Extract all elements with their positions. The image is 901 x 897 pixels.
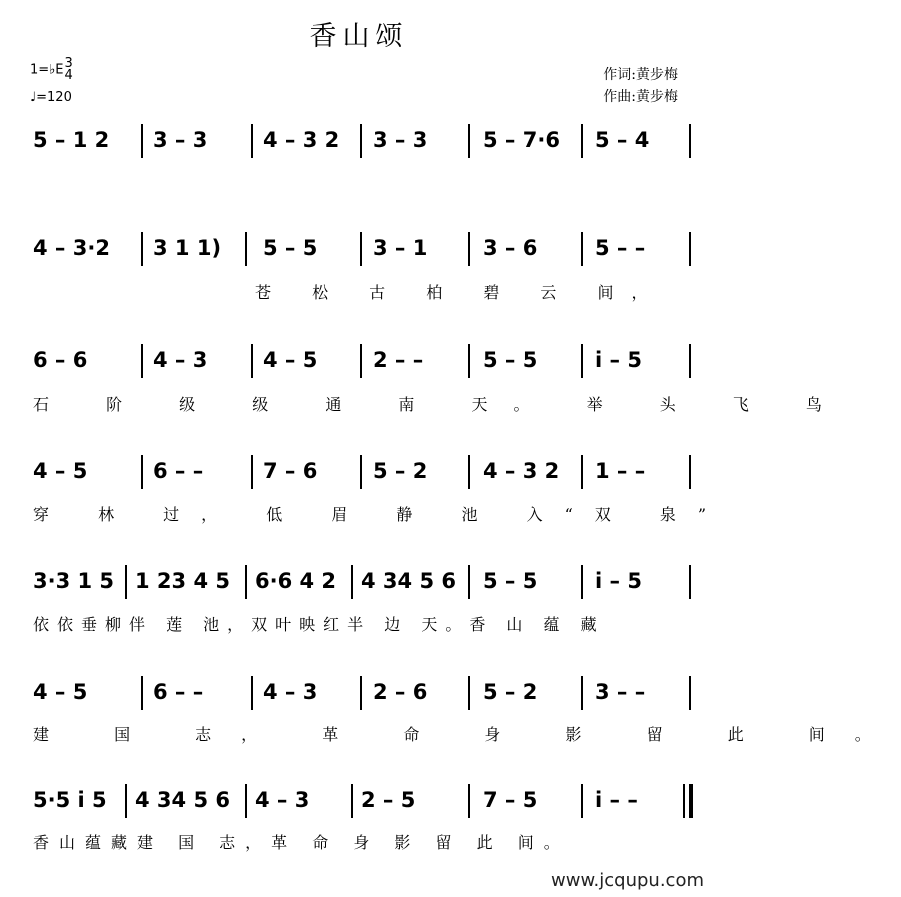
bar-line	[360, 455, 362, 489]
credits	[603, 64, 678, 108]
bar-line	[581, 232, 583, 266]
notes: 4 – 5	[33, 680, 88, 704]
bar-line	[245, 565, 247, 599]
notes: 4 – 3	[153, 348, 208, 372]
score-row-1	[33, 124, 693, 160]
score-row-5	[33, 565, 693, 601]
bar-line	[689, 232, 691, 266]
notes: 4 – 5	[263, 348, 318, 372]
bar-line	[468, 124, 470, 158]
notes: 3 – 6	[483, 236, 538, 260]
bar-line	[141, 232, 143, 266]
notes: 3 – –	[595, 680, 646, 704]
score-row-7	[33, 784, 693, 820]
lyrics-line-3	[33, 392, 848, 416]
notes: 4 – 5	[33, 459, 88, 483]
composer-credit: 作曲:黄步梅	[603, 89, 678, 105]
bar-line	[125, 565, 127, 599]
notes: 5 – 2	[373, 459, 428, 483]
lyrics: 苍 松 古 柏 碧 云 间，	[255, 283, 666, 302]
measure	[33, 124, 143, 160]
notes: 4 – 3	[263, 680, 318, 704]
bar-line	[689, 455, 691, 489]
bar-line	[360, 232, 362, 266]
score-row-2	[33, 232, 693, 268]
bar-line	[689, 344, 691, 378]
lyrics: 依依垂柳伴 莲 池，双叶映红半 边 天。香 山 蕴 藏	[33, 615, 605, 634]
bar-line	[245, 784, 247, 818]
notes: 1 – –	[595, 459, 646, 483]
bar-line	[468, 232, 470, 266]
bar-line	[468, 676, 470, 710]
score-row-4	[33, 455, 693, 491]
notes: i – –	[595, 788, 638, 812]
notes: 6 – 6	[33, 348, 88, 372]
bar-line	[468, 784, 470, 818]
bar-line	[360, 124, 362, 158]
song-title: 香山颂	[309, 21, 409, 52]
bar-line	[581, 455, 583, 489]
time-bottom: 4	[64, 68, 73, 83]
bar-line	[689, 124, 691, 158]
notes: 2 – –	[373, 348, 424, 372]
notes: 2 – 6	[373, 680, 428, 704]
bar-line	[141, 344, 143, 378]
bar-line	[125, 784, 127, 818]
measure	[595, 124, 695, 160]
lyrics-line-5	[33, 612, 693, 636]
bar-line	[689, 676, 691, 710]
bar-line	[251, 676, 253, 710]
notes: 4 34 5 6	[135, 788, 230, 812]
lyrics: 穿 林 过， 低 眉 静 池 入“双 泉”	[33, 505, 729, 524]
time-signature	[65, 58, 73, 82]
notes: 6 – –	[153, 680, 204, 704]
final-bar-line-thick	[689, 784, 693, 818]
bar-line	[360, 676, 362, 710]
notes: 5 – 7·6	[483, 128, 560, 152]
tempo-marking: ♩=120	[30, 90, 72, 105]
notes: 4 – 3 2	[483, 459, 560, 483]
notes: 3 – 1	[373, 236, 428, 260]
notes: 6·6 4 2	[255, 569, 337, 593]
notes: 6 – –	[153, 459, 204, 483]
bar-line	[141, 676, 143, 710]
bar-line	[251, 455, 253, 489]
notes: i – 5	[595, 348, 642, 372]
bar-line	[581, 124, 583, 158]
bar-line	[581, 565, 583, 599]
measure	[373, 124, 473, 160]
notes: 5 – 2	[483, 680, 538, 704]
notes: 4 – 3·2	[33, 236, 110, 260]
bar-line	[581, 676, 583, 710]
notes: 4 – 3	[255, 788, 310, 812]
notes: 5 – 1 2	[33, 128, 110, 152]
time-top: 3	[64, 56, 73, 71]
bar-line	[468, 565, 470, 599]
notes: 3·3 1 5	[33, 569, 115, 593]
bar-line	[689, 565, 691, 599]
bar-line	[351, 784, 353, 818]
score-row-6	[33, 676, 693, 712]
measure	[263, 124, 373, 160]
notes: 7 – 6	[263, 459, 318, 483]
lyricist-credit: 作词:黄步梅	[603, 67, 678, 83]
notes: i – 5	[595, 569, 642, 593]
lyrics-line-2	[33, 280, 693, 304]
site-watermark: www.jcqupu.com	[551, 870, 704, 891]
bar-line	[581, 344, 583, 378]
notes: 3 1 1)	[153, 236, 222, 260]
lyrics-line-4	[33, 502, 729, 526]
lyrics-line-7	[33, 830, 693, 854]
notes: 5·5 i 5	[33, 788, 107, 812]
measure	[483, 124, 593, 160]
notes: 1 23 4 5	[135, 569, 230, 593]
lyrics: 香山蕴藏建 国 志，革 命 身 影 留 此 间。	[33, 833, 570, 852]
bar-line	[251, 124, 253, 158]
notes: 4 – 3 2	[263, 128, 340, 152]
notes: 3 – 3	[373, 128, 428, 152]
key-tonic: 1=♭E	[30, 62, 64, 78]
score-row-3	[33, 344, 693, 380]
notes: 5 – –	[595, 236, 646, 260]
bar-line	[141, 124, 143, 158]
lyrics: 石 阶 级 级 通 南 天。 举 头 飞 鸟	[33, 395, 848, 414]
notes: 5 – 5	[483, 569, 538, 593]
final-bar-line	[683, 784, 685, 818]
notes: 5 – 4	[595, 128, 650, 152]
lyrics-line-6	[33, 722, 901, 746]
bar-line	[468, 344, 470, 378]
bar-line	[360, 344, 362, 378]
bar-line	[351, 565, 353, 599]
measure	[153, 124, 253, 160]
lyrics: 建 国 志， 革 命 身 影 留 此 间。	[33, 725, 901, 744]
bar-line	[251, 344, 253, 378]
bar-line	[141, 455, 143, 489]
bar-line	[245, 232, 247, 266]
notes: 2 – 5	[361, 788, 416, 812]
notes: 5 – 5	[483, 348, 538, 372]
key-signature	[30, 58, 73, 82]
notes: 3 – 3	[153, 128, 208, 152]
bar-line	[468, 455, 470, 489]
bar-line	[581, 784, 583, 818]
notes: 7 – 5	[483, 788, 538, 812]
notes: 4 34 5 6	[361, 569, 456, 593]
notes: 5 – 5	[263, 236, 318, 260]
